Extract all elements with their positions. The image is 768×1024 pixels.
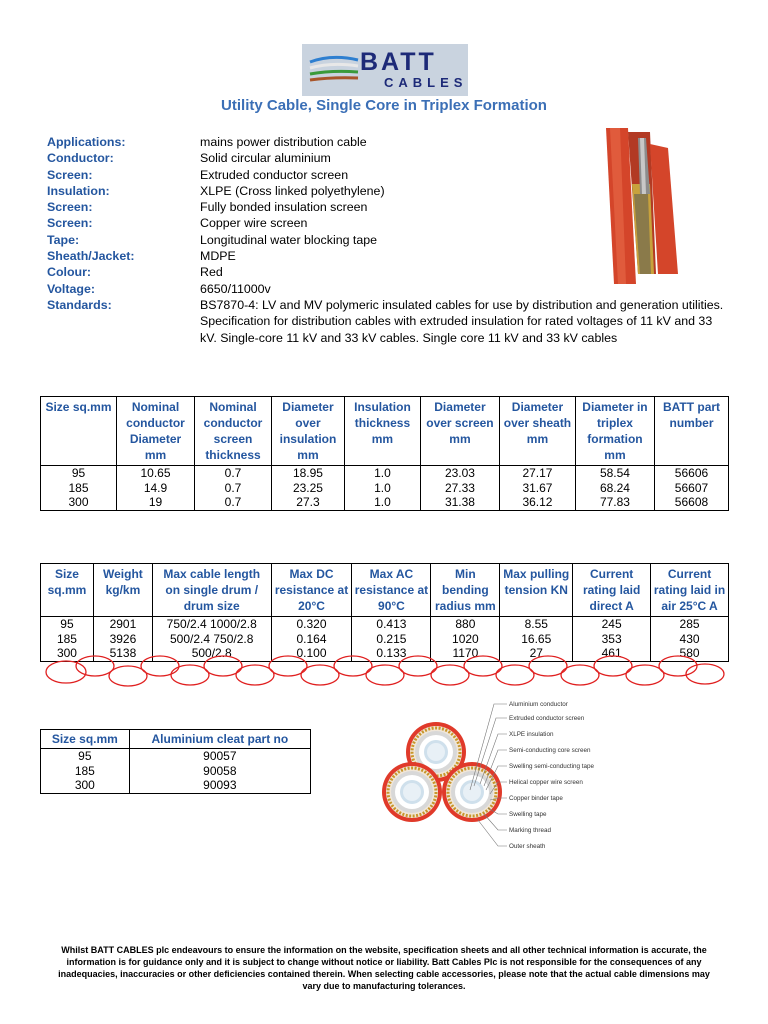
spec-key: Sheath/Jacket: <box>47 249 135 264</box>
spec-key: Applications: <box>47 135 126 149</box>
table-cell: 300 <box>41 495 117 510</box>
diagram-label: XLPE insulation <box>509 731 554 738</box>
table-cell: 1.0 <box>344 466 420 481</box>
spec-key: Standards: <box>47 297 112 312</box>
diagram-label: Aluminium conductor <box>509 701 568 708</box>
table-cell: 245 <box>573 617 651 632</box>
column-header: Weight kg/km <box>93 564 152 617</box>
table-cell: 31.67 <box>499 481 575 496</box>
spec-value: 6650/11000v <box>200 281 271 296</box>
diagram-label: Marking thread <box>509 827 551 834</box>
disclaimer-text: Whilst BATT CABLES plc endeavours to ensure the information on the website, specification sheets and all other technical information is accurate, the information is for guidance only and it is subject to change without notice or liability. Batt Cables Plc is not responsible for the consequences of any inadequacies, inaccuracies or other deficiencies contained therein. When selecting cable accessories, please note that the actual cable dimensions may vary due to manufacturing tolerances. <box>58 945 710 991</box>
cable-core-right <box>442 762 502 822</box>
table-cell: 95 <box>41 466 117 481</box>
column-header: Diameter over sheath mm <box>499 397 575 466</box>
table-cell: 56608 <box>654 495 728 510</box>
table-cell: 1.0 <box>344 495 420 510</box>
table-cell: 27 <box>500 646 573 661</box>
table-cell: 23.03 <box>420 466 499 481</box>
table-cell: 430 <box>651 632 729 647</box>
table-cell: 353 <box>573 632 651 647</box>
table-cell: 8.55 <box>500 617 573 632</box>
diagram-label: Semi-conducting core screen <box>509 747 591 754</box>
table-cell: 23.25 <box>272 481 345 496</box>
logo-sub-text: CABLES <box>384 75 468 90</box>
spec-key: Conductor: <box>47 151 114 166</box>
table-header-row <box>41 564 729 617</box>
column-header: Size sq.mm <box>41 397 117 466</box>
table-cell: 0.215 <box>352 632 431 647</box>
table-cell: 18.95 <box>272 466 345 481</box>
diagram-label: Copper binder tape <box>509 795 563 802</box>
column-header: BATT part number <box>654 397 728 466</box>
table-cell: 77.83 <box>575 495 654 510</box>
column-header: Max cable length on single drum / drum size <box>152 564 271 617</box>
table-cell: 0.100 <box>271 646 352 661</box>
diagram-label: Helical copper wire screen <box>509 779 583 786</box>
column-header: Diameter over screen mm <box>420 397 499 466</box>
electrical-table <box>40 563 729 662</box>
column-header: Size sq.mm <box>41 730 130 749</box>
table-header-row <box>41 730 311 749</box>
spec-key: Insulation: <box>47 183 110 198</box>
table-cell: 90093 <box>129 778 310 793</box>
column-header: Current rating laid in air 25°C A <box>651 564 729 617</box>
table-cell: 185 <box>41 764 130 779</box>
table-cell: 0.7 <box>195 495 272 510</box>
logo-brand-text: BATT <box>360 48 437 76</box>
cable-cross-section-diagram <box>372 690 622 858</box>
table-cell: 461 <box>573 646 651 661</box>
spec-key: Tape: <box>47 232 80 247</box>
column-header: Diameter in triplex formation mm <box>575 397 654 466</box>
table-cell: 2901 <box>93 617 152 632</box>
table-cell: 1170 <box>431 646 500 661</box>
spec-value: XLPE (Cross linked polyethylene) <box>200 183 385 198</box>
table-cell: 185 <box>41 481 117 496</box>
column-header: Max DC resistance at 20°C <box>271 564 352 617</box>
column-header: Insulation thickness mm <box>344 397 420 466</box>
table-cell: 3926 <box>93 632 152 647</box>
table-row <box>41 466 729 481</box>
spec-value: Solid circular aluminium <box>200 151 331 166</box>
column-header: Size sq.mm <box>41 564 94 617</box>
table-row <box>41 617 729 632</box>
table-row <box>41 481 729 496</box>
column-header: Nominal conductor Diameter mm <box>116 397 194 466</box>
dimensions-table <box>40 396 729 511</box>
column-header: Aluminium cleat part no <box>129 730 310 749</box>
table-cell: 31.38 <box>420 495 499 510</box>
table-cell: 185 <box>41 632 94 647</box>
spec-value: BS7870-4: LV and MV polymeric insulated cables for use by distribution and generation utilities. Specification for distribution cables with extruded insulation for rated voltages of 11 kV and 33 kV. Single-core 11 kV and 33 kV cables. Single core 11 kV and 33 kV cables <box>200 297 724 345</box>
table-cell: 0.320 <box>271 617 352 632</box>
spec-value: Copper wire screen <box>200 216 308 231</box>
cable-core-left <box>382 762 442 822</box>
spec-value: Red <box>200 265 223 280</box>
table-cell: 90058 <box>129 764 310 779</box>
diagram-label: Outer sheath <box>509 843 546 850</box>
batt-cables-logo <box>302 44 468 96</box>
table-cell: 0.164 <box>271 632 352 647</box>
spec-key: Voltage: <box>47 281 95 296</box>
table-cell: 95 <box>41 749 130 764</box>
table-cell: 95 <box>41 617 94 632</box>
spec-value: Extruded conductor screen <box>200 167 349 182</box>
column-header: Max AC resistance at 90°C <box>352 564 431 617</box>
table-cell: 27.17 <box>499 466 575 481</box>
column-header: Nominal conductor screen thickness <box>195 397 272 466</box>
table-cell: 580 <box>651 646 729 661</box>
spec-key: Screen: <box>47 167 93 182</box>
table-cell: 0.7 <box>195 481 272 496</box>
spec-key: Colour: <box>47 265 92 280</box>
column-header: Max pulling tension KN <box>500 564 573 617</box>
table-cell: 0.413 <box>352 617 431 632</box>
table-cell: 5138 <box>93 646 152 661</box>
table-row <box>41 632 729 647</box>
cable-photo <box>598 124 688 284</box>
table-cell: 0.133 <box>352 646 431 661</box>
diagram-label: Swelling tape <box>509 811 547 818</box>
table-cell: 19 <box>116 495 194 510</box>
table-cell: 14.9 <box>116 481 194 496</box>
column-header: Min bending radius mm <box>431 564 500 617</box>
spec-value: Longitudinal water blocking tape <box>200 232 378 247</box>
table-cell: 36.12 <box>499 495 575 510</box>
column-header: Diameter over insulation mm <box>272 397 345 466</box>
red-annotation-ovals <box>40 654 730 690</box>
column-header: Current rating laid direct A <box>573 564 651 617</box>
table-cell: 0.7 <box>195 466 272 481</box>
spec-key: Screen: <box>47 200 93 215</box>
spec-value: mains power distribution cable <box>200 135 367 149</box>
table-cell: 1.0 <box>344 481 420 496</box>
table-cell: 300 <box>41 646 94 661</box>
table-cell: 500/2.8 <box>152 646 271 661</box>
spec-row <box>47 297 727 346</box>
table-row <box>41 495 729 510</box>
table-row <box>41 764 311 779</box>
table-cell: 300 <box>41 778 130 793</box>
table-cell: 500/2.4 750/2.8 <box>152 632 271 647</box>
table-row <box>41 749 311 764</box>
table-header-row <box>41 397 729 466</box>
document-title: Utility Cable, Single Core in Triplex Formation <box>221 97 547 114</box>
diagram-label: Extruded conductor screen <box>509 715 585 722</box>
table-cell: 27.33 <box>420 481 499 496</box>
table-cell: 68.24 <box>575 481 654 496</box>
diagram-label: Swelling semi-conducting tape <box>509 763 595 770</box>
table-cell: 285 <box>651 617 729 632</box>
spec-key: Screen: <box>47 216 93 231</box>
table-cell: 56606 <box>654 466 728 481</box>
table-cell: 56607 <box>654 481 728 496</box>
table-cell: 10.65 <box>116 466 194 481</box>
spec-value: Fully bonded insulation screen <box>200 200 368 215</box>
table-cell: 1020 <box>431 632 500 647</box>
cleat-table <box>40 729 311 794</box>
table-cell: 880 <box>431 617 500 632</box>
table-row <box>41 778 311 793</box>
table-cell: 58.54 <box>575 466 654 481</box>
table-cell: 16.65 <box>500 632 573 647</box>
table-cell: 750/2.4 1000/2.8 <box>152 617 271 632</box>
table-cell: 90057 <box>129 749 310 764</box>
table-cell: 27.3 <box>272 495 345 510</box>
spec-value: MDPE <box>200 249 236 264</box>
